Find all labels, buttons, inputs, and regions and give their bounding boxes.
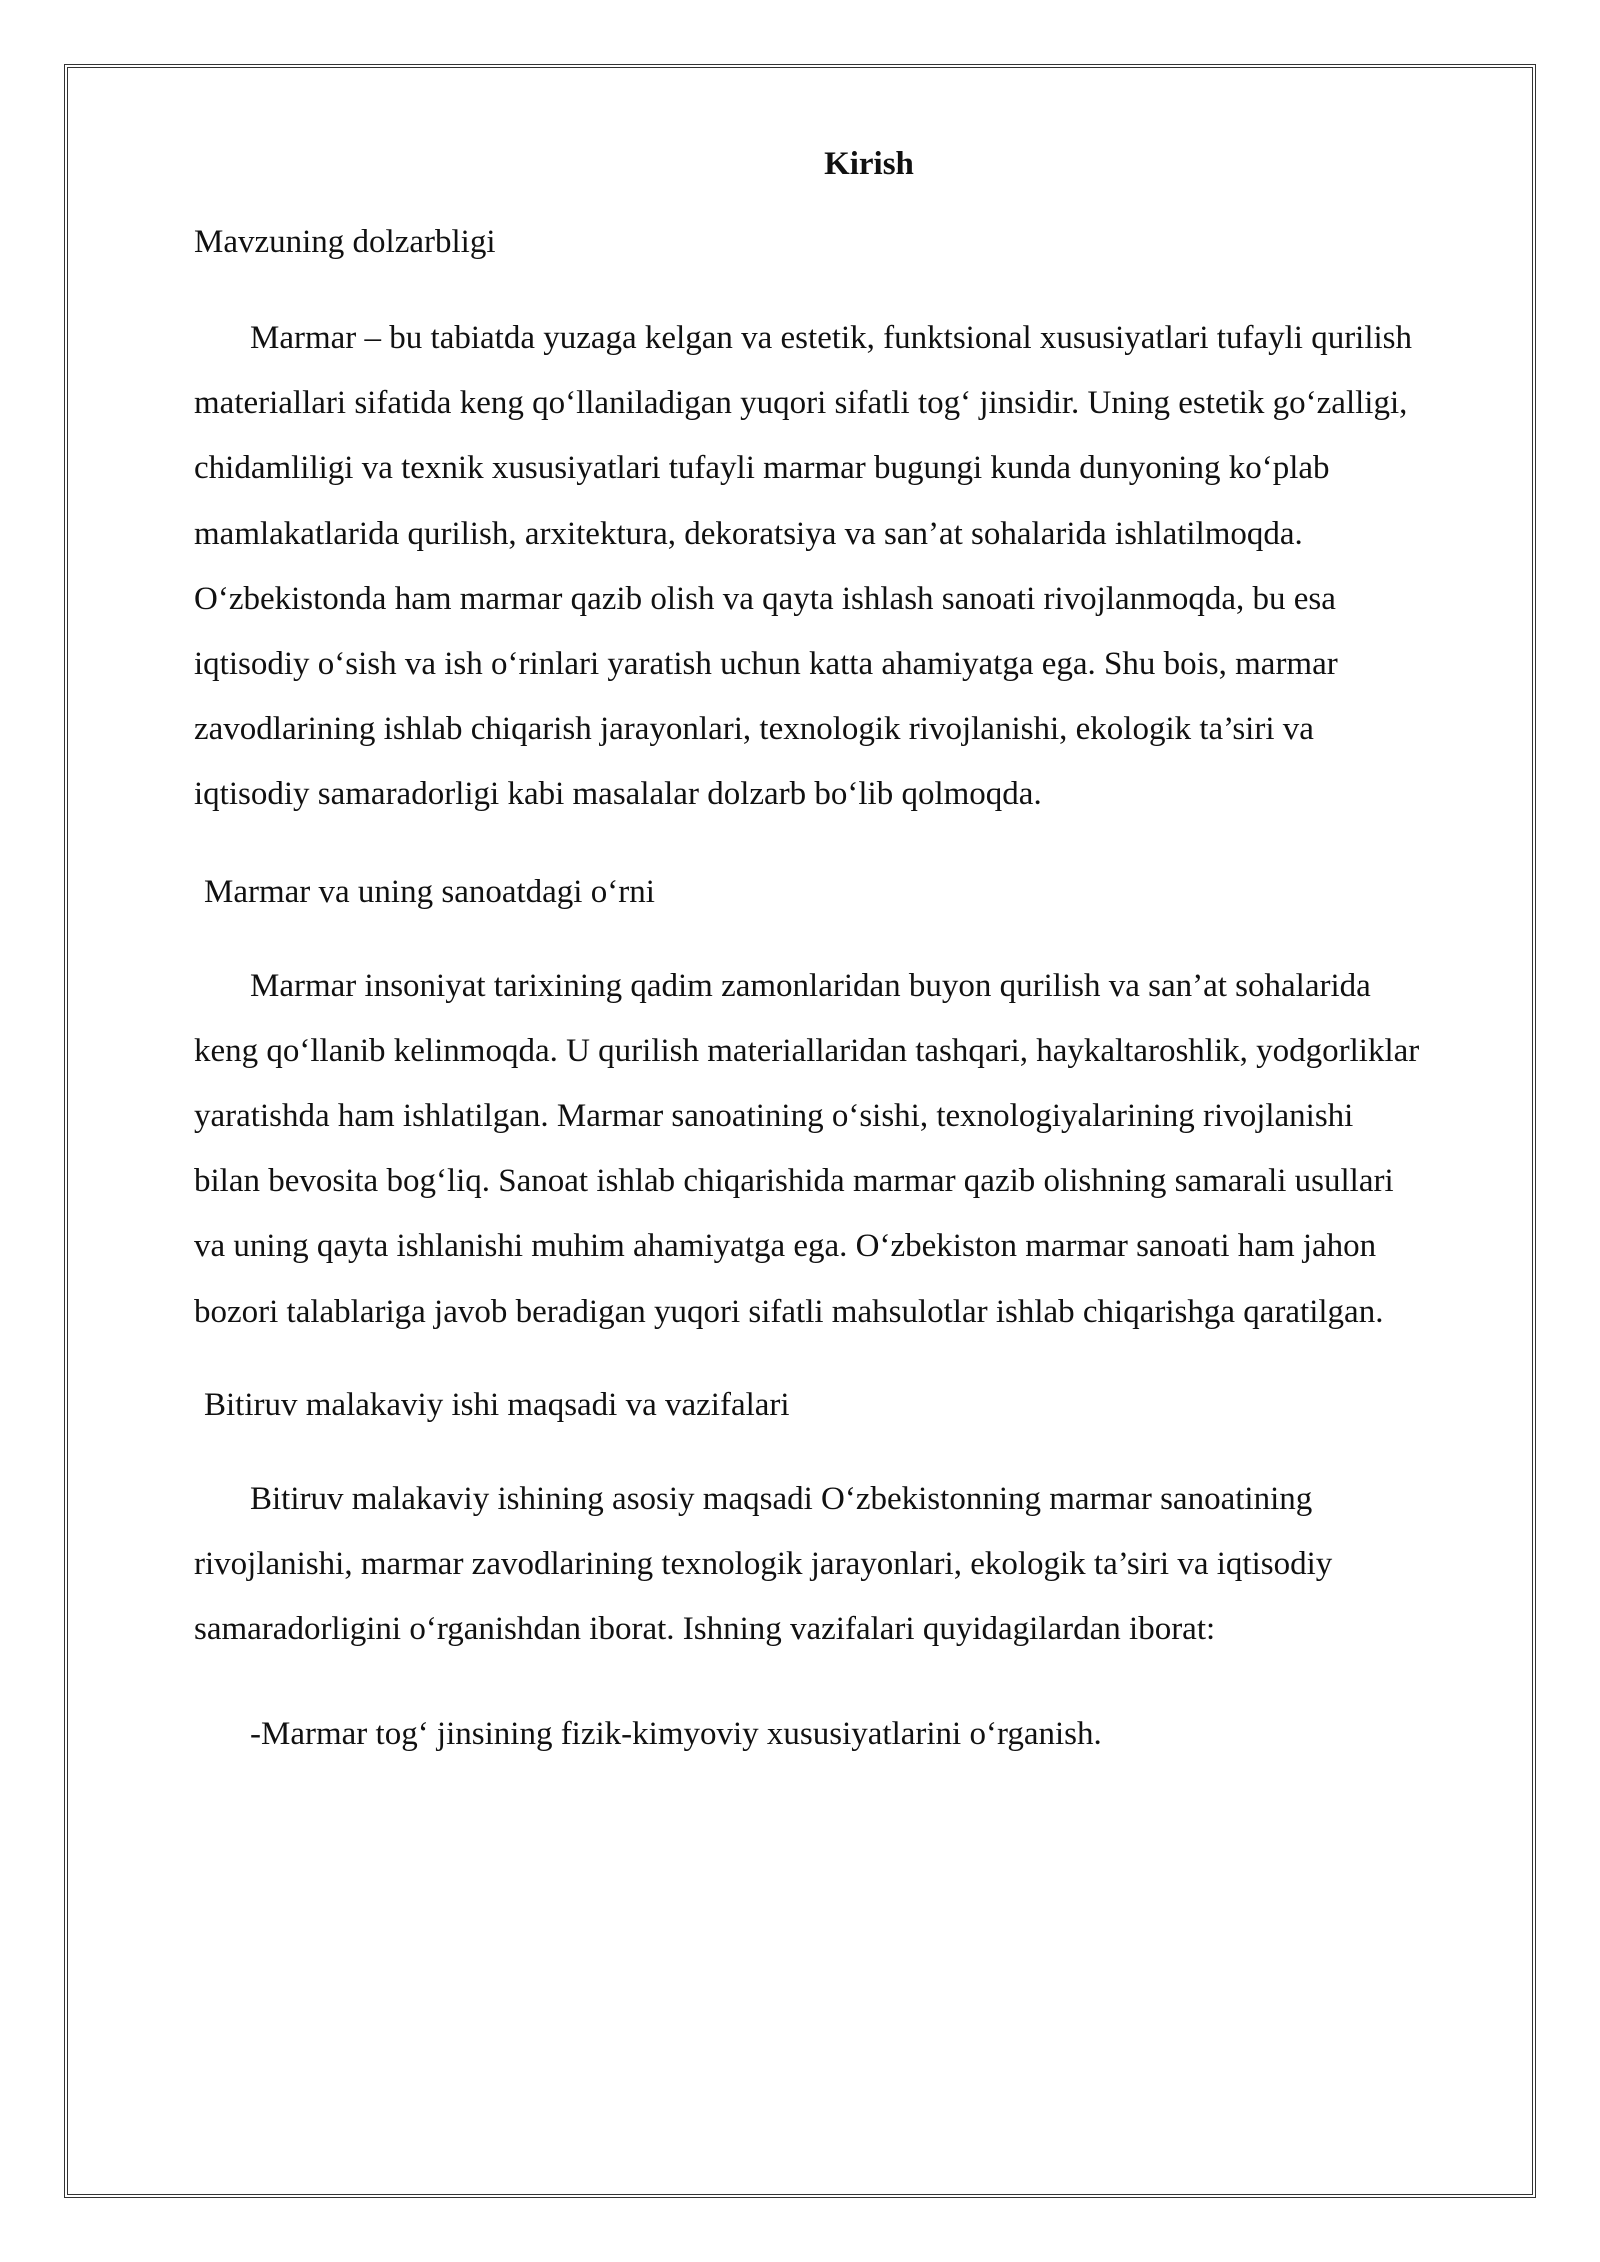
paragraph-relevance: Marmar – bu tabiatda yuzaga kelgan va estetik, funktsional xususiyatlari tufayli qurilish materiallari sifatida keng qo‘llaniladigan yuqori sifatli tog‘ jinsidir. Uning estetik go‘zalligi, chidamliligi va texnik xususiyatlari tufayli marmar bugungi kunda dunyoning ko‘plab mamlakatlarida qurilish, arxitektura, dekoratsiya va san’at sohalarida ishlatilmoqda. O‘zbekistonda ham marmar qazib olish va qayta ishlash sanoati rivojlanmoqda, bu esa iqtisodiy o‘sish va ish o‘rinlari yaratish uchun katta ahamiyatga ega. Shu bois, marmar zavodlarining ishlab chiqarish jarayonlari, texnologik rivojlanishi, ekologik ta’siri va iqtisodiy samaradorligi kabi masalalar dolzarb bo‘lib qolmoqda. bbox=[194, 320, 1413, 813]
spacer bbox=[194, 1345, 1424, 1381]
document-title: Kirish bbox=[824, 146, 914, 182]
document-body bbox=[194, 140, 1424, 1768]
paragraph-industry-role: Marmar insoniyat tarixining qadim zamonlaridan buyon qurilish va san’at sohalarida keng qo‘llanib kelinmoqda. U qurilish materiallaridan tashqari, haykaltaroshlik, yodgorliklar yaratishda ham ishlatilgan. Marmar sanoatining o‘sishi, texnologiyalarining rivojlanishi bilan bevosita bog‘liq. Sanoat ishlab chiqarishida marmar qazib olishning samarali usullari va uning qayta ishlanishi muhim ahamiyatga ega. O‘zbekiston marmar sanoati ham jahon bozori talablariga javob beradigan yuqori sifatli mahsulotlar ishlab chiqarishga qaratilgan. bbox=[194, 967, 1420, 1330]
spacer bbox=[194, 266, 1424, 306]
section-heading-goals-tasks: Bitiruv malakaviy ishi maqsadi va vazifalari bbox=[204, 1386, 790, 1423]
spacer bbox=[194, 1662, 1424, 1702]
spacer bbox=[194, 1429, 1424, 1467]
spacer bbox=[194, 828, 1424, 868]
list-item-task-1: -Marmar tog‘ jinsining fizik-kimyoviy xususiyatlarini o‘rganish. bbox=[250, 1716, 1102, 1753]
section-heading-relevance: Mavzuning dolzarbligi bbox=[194, 224, 496, 260]
section-heading-industry-role: Marmar va uning sanoatdagi o‘rni bbox=[204, 873, 655, 910]
spacer bbox=[194, 916, 1424, 954]
paragraph-goals-tasks: Bitiruv malakaviy ishining asosiy maqsadi O‘zbekistonning marmar sanoatining rivojlanishi, marmar zavodlarining texnologik jarayonlari, ekologik ta’siri va iqtisodiy samaradorligini o‘rganishdan iborat. Ishning vazifalari quyidagilardan iborat: bbox=[194, 1480, 1333, 1648]
